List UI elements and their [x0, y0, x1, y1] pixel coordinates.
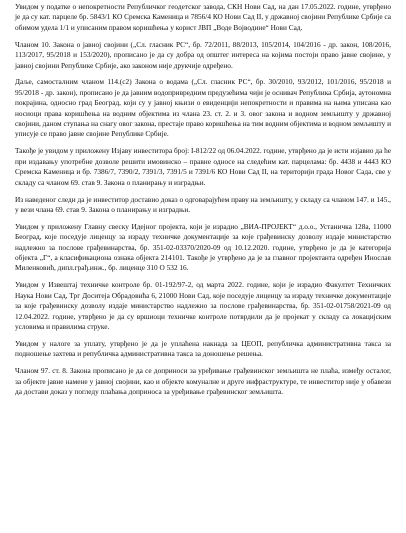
paragraph-water-law: Даље, самосталним чланом 114.(с2) Закона о водама („Сл. гласник РС“, бр. 30/2010, 93/2012, 101/2016, 95/2018 и 95/2018 - др. закон), прописано је да јавним водопривредним предузећима чији је оснивач Република Србија, аутономна покрајина, односно град Београд, који су у јавној књизи о евиденцији непокретности и правима на њима уписана као носиоци права коришћења на водним објектима из члана 23. ст. 2. и 3. овог закона и водном земљишту у државној својини, даном ступања на снагу овог закона, престаје право коришћења на тим водним објектима и водном земљишту и уписује се право јавне својине Републике Србије. — [15, 77, 391, 139]
paragraph-ownership-records: Увидом у податке о непокретности Републичког геодетског завода, СКН Нови Сад, на дан 17.05.2022. године, утврђено је да су кат. парцеле бр. 5843/1 КО Сремска Каменица и 7856/4 КО Нови Сад II, у државној својини Републике Србије са обимом удела 1/1 и уписаним правом коришћења у корист ЈВП „Воде Војводине“ Нови Сад. — [15, 2, 391, 32]
paragraph-land-right-conclusion: Из наведеног следи да је инвеститор доставио доказ о одговарајућем праву на земљишту, у складу са чланом 147. и 145., у вези члана 69. став 9. Закона о планирању и изградњи. — [15, 194, 391, 214]
paragraph-payment-orders: Увидом у налоге за уплату, утврђено је да је уплаћена накнада за ЦЕОП, републичка административна такса за подношење захтева и републичка административна такса за доношење решења. — [15, 338, 391, 359]
paragraph-contribution-exemption: Чланом 97. ст. 8. Закона прописано је да се доприноси за уређивање грађевинског земљишта не плаћа, између осталог, за објекте јавне намене у јавној својини, као и објекте комуналне и друге инфраструктуре, те инвеститор није у обавези да достави доказ у погледу плаћања доприноса за уређивање грађевинског земљишта. — [15, 366, 391, 396]
paragraph-investor-statement: Такође је увидом у приложену Изјаву инвеститора број: I-812/22 од 06.04.2022. године, утврђено да је исти изјавио да ће при издавању употребне дозволе решити имовинско – правне односе на следећим кат. парцелама: бр. 4438 и 4443 КО Сремска Каменица и бр. 7386/7, 7390/2, 7391/3, 7391/5 и 7391/6 КО Нови Сад II, на територији града Новог Сада, све у складу са чланом 69. став 9. Закона о планирању и изградњи. — [15, 146, 391, 187]
paragraph-main-project-book: Увидом у приложену Главну свеску Идејног пројекта, који је израдио „ВИА-ПРОЈЕКТ“ д.о.о., Устаничка 128а, 11000 Београд, које поседује лиценцу за израду техничке документације за које грађевинску дозволу издаје министарство надлежно за послове грађевинарства, бр. 351-02-03370/2020-09 од 10.12.2020. године, утврђено је да је категорија објекта „Г“, а класификациона ознака објекта 214101. Такође је утврђено да је за главног пројектанта одређен Инослав Миленковић, дипл.грађ.инж., бр. лиценце 310 O 532 16. — [15, 221, 391, 273]
paragraph-technical-control-report: Увидом у Извештај техничке контроле бр. 01-192/97-2, од марта 2022. године, који је израдио Факултет Техничких Наука Нови Сад, Трг Доситеја Обрадовића 6, 21000 Нови Сад, које поседује лиценцу за израду техничке документације за које грађевинску дозволу издаје министарство надлежно за послове грађевинарства, бр. 351-02-01758/2021-09 од 12.04.2022. године, утврђено је да су вршиоци техничке контроле потврдили да је пројекат у складу са локацијским условима и правилима струке. — [15, 280, 391, 331]
paragraph-public-property-law: Чланом 10. Закона о јавној својини („Сл. гласник РС“, бр. 72/2011, 88/2013, 105/2014, 104/2016 - др. закон, 108/2016, 113/2017, 95/2018 и 153/2020), прописано је да су добра од општег интереса на којима постоји право јавне својине, у јавној својини Републике Србије, ако законом није друкчије одређено. — [15, 39, 391, 70]
